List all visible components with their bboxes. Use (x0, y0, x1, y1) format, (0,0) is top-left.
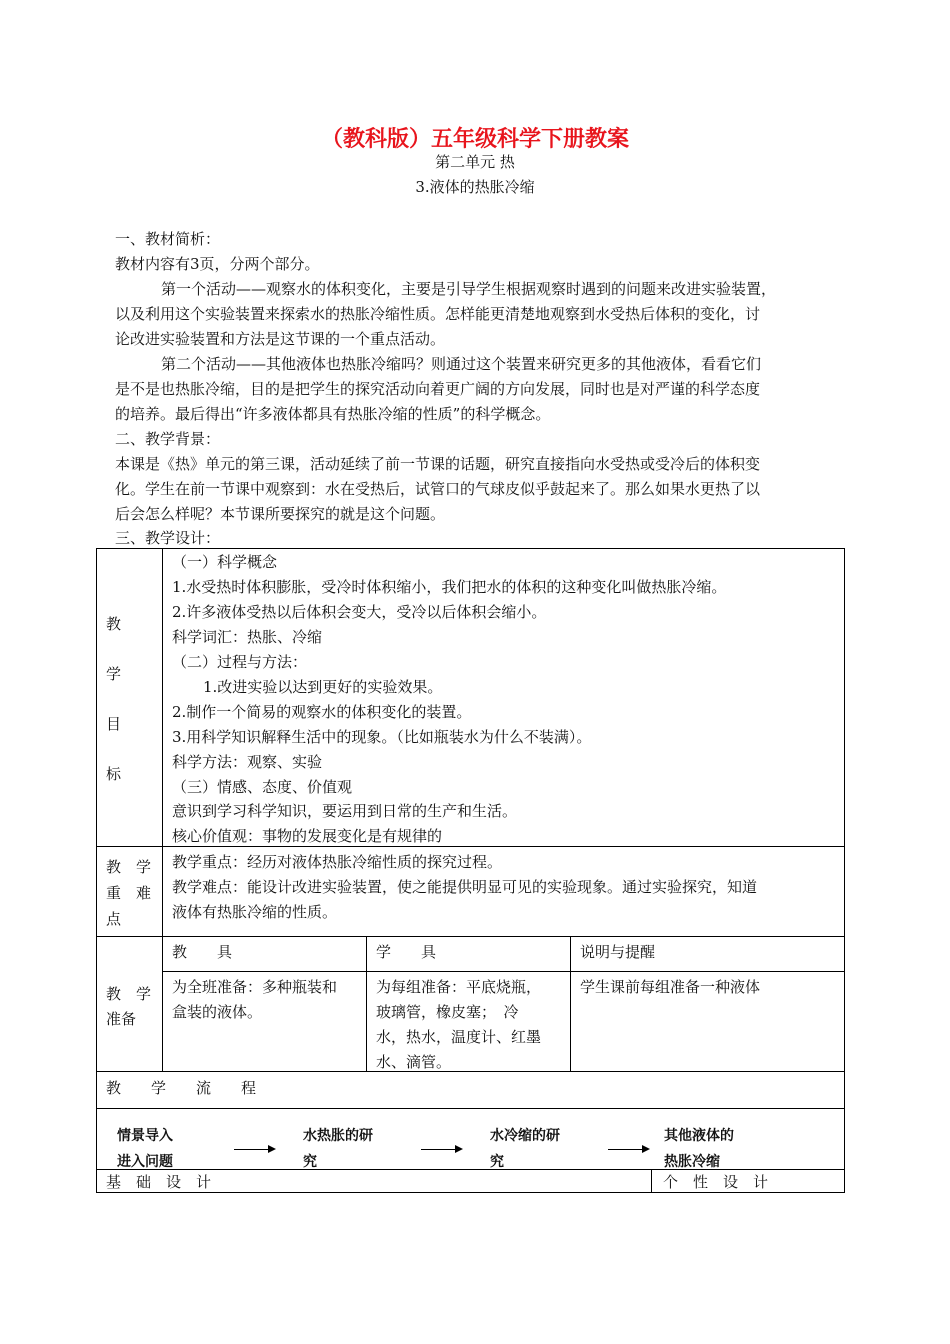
goals-line: （二）过程与方法： (172, 653, 308, 671)
section2-line: 化。学生在前一节课中观察到：水在受热后，试管口的气球皮似乎鼓起来了。那么如果水更热了以 (115, 480, 761, 498)
personal-design-label: 个 性 设 计 (663, 1173, 769, 1191)
goals-label-char: 目 (106, 715, 122, 733)
student-prep-line: 为每组准备：平底烧瓶， (376, 978, 542, 996)
section1-p2-line: 的培养。最后得出“许多液体都具有热胀冷缩的性质”的科学概念。 (115, 405, 551, 423)
student-prep-line: 水，热水，温度计、红墨 (376, 1028, 542, 1046)
teacher-prep-line: 盒装的液体。 (172, 1003, 263, 1021)
table-divider (96, 1071, 845, 1072)
table-col-divider (570, 936, 571, 1071)
goals-line: （一）科学概念 (172, 553, 278, 571)
flow-arrow-icon (421, 1149, 461, 1150)
flow-arrow-icon (234, 1149, 274, 1150)
section2-line: 本课是《热》单元的第三课，活动延续了前一节课的话题，研究直接指向水受热或受冷后的体积变 (115, 455, 761, 473)
table-divider (96, 1108, 845, 1109)
prep-label-line: 准备 (106, 1010, 137, 1028)
flow-step-3-line1: 水冷缩的研 (490, 1128, 560, 1144)
goals-line: 2.许多液体受热以后体积会变大，受冷以后体积会缩小。 (172, 603, 547, 621)
table-divider (162, 971, 845, 972)
teacher-prep-line: 为全班准备：多种瓶装和 (172, 978, 338, 996)
flow-step-3-line2: 究 (490, 1154, 504, 1170)
section1-intro: 教材内容有3页，分两个部分。 (115, 255, 320, 273)
prep-label-line: 教 学 (106, 985, 152, 1003)
student-prep-line: 水、滴管。 (376, 1053, 452, 1071)
prep-col-header: 教 具 (172, 943, 233, 961)
goals-line: 1.改进实验以达到更好的实验效果。 (203, 678, 443, 696)
table-col-divider (162, 548, 163, 1071)
table-divider (96, 936, 845, 937)
section1-p2-line: 是不是也热胀冷缩，目的是把学生的探究活动向着更广阔的方向发展，同时也是对严谨的科学态度 (115, 380, 761, 398)
table-divider (96, 1169, 845, 1170)
flow-step-2-line2: 究 (303, 1154, 317, 1170)
prep-col-header: 学 具 (376, 943, 437, 961)
section1-p1-line: 第一个活动——观察水的体积变化，主要是引导学生根据观察时遇到的问题来改进实验装置， (161, 280, 777, 298)
focus-line: 教学重点：经历对液体热胀冷缩性质的探究过程。 (172, 853, 503, 871)
section3-heading: 三、教学设计： (115, 529, 221, 547)
section2-line: 后会怎么样呢？本节课所要探究的就是这个问题。 (115, 505, 446, 523)
table-divider (96, 846, 845, 847)
goals-line: （三）情感、态度、价值观 (172, 778, 353, 796)
goals-line: 科学词汇：热胀、冷缩 (172, 628, 323, 646)
flow-step-2-line1: 水热胀的研 (303, 1128, 373, 1144)
section1-heading: 一、教材简析： (115, 230, 221, 248)
flow-header: 教 学 流 程 (106, 1079, 257, 1097)
document-title: （教科版）五年级科学下册教案 (320, 126, 629, 152)
basic-design-label: 基 础 设 计 (106, 1173, 212, 1191)
flow-step-4-line2: 热胀冷缩 (664, 1154, 720, 1170)
focus-label-line: 点 (106, 910, 122, 928)
unit-title: 第二单元 热 (435, 153, 515, 171)
flow-step-1-line2: 进入问题 (117, 1154, 173, 1170)
prep-col-header: 说明与提醒 (580, 943, 656, 961)
goals-line: 科学方法：观察、实验 (172, 753, 323, 771)
section1-p1-line: 论改进实验装置和方法是这节课的一个重点活动。 (115, 330, 446, 348)
table-col-divider (651, 1169, 652, 1193)
student-prep-line: 玻璃管，橡皮塞； 冷 (376, 1003, 519, 1021)
goals-label-char: 学 (106, 665, 122, 683)
flow-step-1-line1: 情景导入 (117, 1128, 173, 1144)
goals-label-char: 标 (106, 765, 122, 783)
section2-heading: 二、教学背景： (115, 430, 221, 448)
goals-line: 3.用科学知识解释生活中的现象。（比如瓶装水为什么不装满）。 (172, 728, 592, 746)
prep-note: 学生课前每组准备一种液体 (580, 978, 761, 996)
focus-line: 教学难点：能设计改进实验装置，使之能提供明显可见的实验现象。通过实验探究，知道 (172, 878, 758, 896)
goals-line: 核心价值观：事物的发展变化是有规律的 (172, 827, 443, 845)
focus-label-line: 教 学 (106, 858, 152, 876)
goals-label-char: 教 (106, 615, 122, 633)
goals-line: 意识到学习科学知识，要运用到日常的生产和生活。 (172, 802, 518, 820)
focus-line: 液体有热胀冷缩的性质。 (172, 903, 338, 921)
flow-arrow-icon (608, 1149, 648, 1150)
goals-line: 2.制作一个简易的观察水的体积变化的装置。 (172, 703, 472, 721)
goals-line: 1.水受热时体积膨胀，受冷时体积缩小，我们把水的体积的这种变化叫做热胀冷缩。 (172, 578, 727, 596)
section1-p2-line: 第二个活动——其他液体也热胀冷缩吗？则通过这个装置来研究更多的其他液体，看看它们 (161, 355, 762, 373)
section1-p1-line: 以及利用这个实验装置来探索水的热胀冷缩性质。怎样能更清楚地观察到水受热后体积的变化，讨 (115, 305, 761, 323)
table-col-divider (366, 936, 367, 1071)
focus-label-line: 重 难 (106, 884, 152, 902)
lesson-title: 3.液体的热胀冷缩 (415, 178, 535, 196)
flow-step-4-line1: 其他液体的 (664, 1128, 734, 1144)
